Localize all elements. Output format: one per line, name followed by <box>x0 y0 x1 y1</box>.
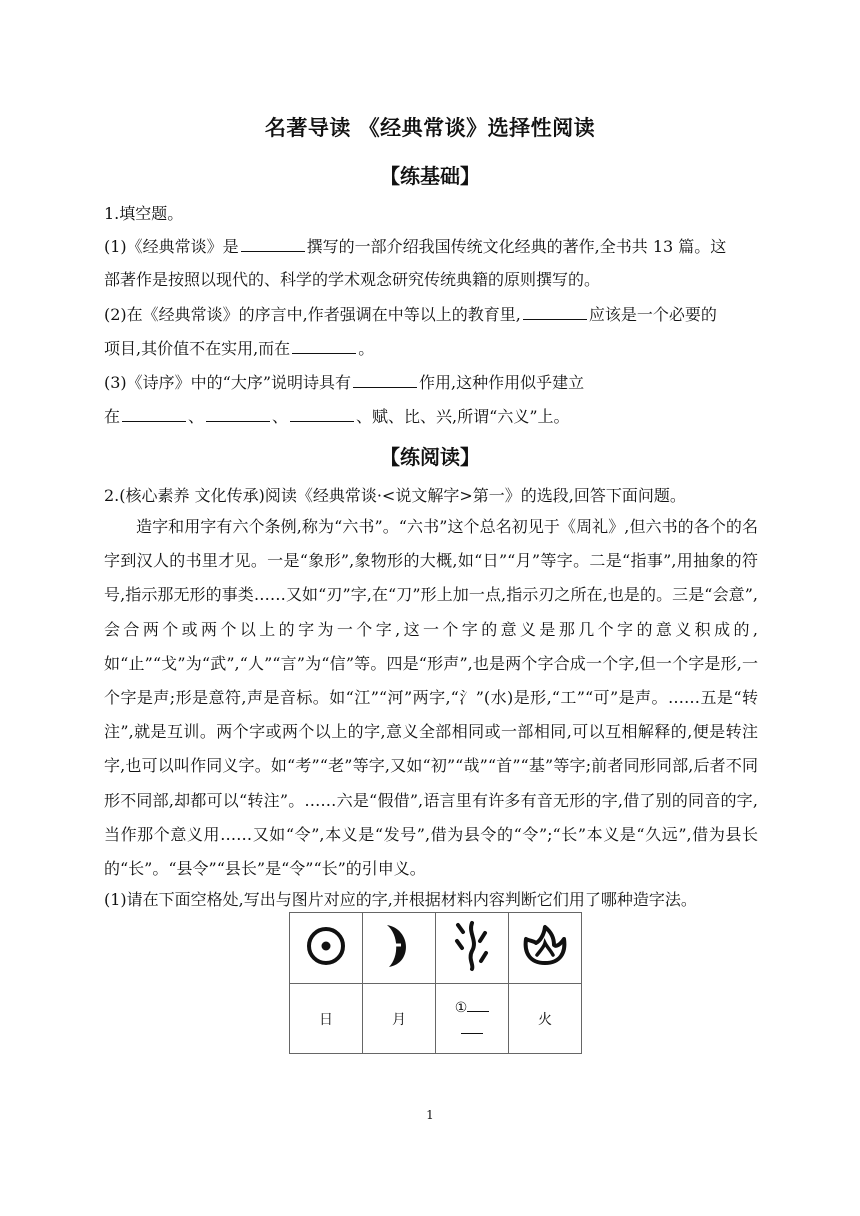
question-2-sub-1: (1)请在下面空格处,写出与图片对应的字,并根据材料内容判断它们用了哪种造字法。 <box>104 890 697 909</box>
glyph-cell <box>509 913 582 984</box>
section-heading-basics: 【练基础】 <box>380 164 480 188</box>
q1-p2-text-d: 。 <box>358 339 375 358</box>
glyph-label: 月 <box>363 984 436 1054</box>
q1-p1-text-a: (1)《经典常谈》是 <box>104 237 239 256</box>
question-1-part-2-line-2 <box>104 337 374 360</box>
page-number: 1 <box>426 1108 434 1122</box>
question-1-part-1-line-1 <box>104 235 726 258</box>
water-glyph-icon <box>450 919 494 973</box>
q1-p3-text-c: 在 <box>104 407 121 426</box>
q1-p3-text-d: 、赋、比、兴,所谓“六义”上。 <box>356 407 570 426</box>
glyph-cell <box>290 913 363 984</box>
glyph-cell <box>363 913 436 984</box>
glyph-label: 火 <box>509 984 582 1054</box>
answer-marker: ① <box>454 999 468 1016</box>
q1-p2-text-c: 项目,其价值不在实用,而在 <box>104 339 291 358</box>
question-1-part-3-line-1 <box>104 371 584 394</box>
q1-p2-text-b: 应该是一个必要的 <box>588 305 717 324</box>
moon-glyph-icon <box>377 921 421 971</box>
section-heading-reading: 【练阅读】 <box>380 445 480 469</box>
answer-blank[interactable] <box>292 337 356 354</box>
q1-p1-text-b: 撰写的一部介绍我国传统文化经典的著作,全书共 13 篇。这 <box>306 237 727 256</box>
answer-1[interactable] <box>455 997 490 1041</box>
q1-p3-text-a: (3)《诗序》中的“大序”说明诗具有 <box>104 373 352 392</box>
q1-p2-text-a: (2)在《经典常谈》的序言中,作者强调在中等以上的教育里, <box>104 305 521 324</box>
q1-p3-sep: 、 <box>188 407 205 426</box>
answer-blank[interactable] <box>353 371 417 388</box>
answer-blank[interactable] <box>290 405 354 422</box>
question-2-heading: 2.(核心素养 文化传承)阅读《经典常谈·<说文解字>第一》的选段,回答下面问题。 <box>104 486 686 505</box>
glyph-answer-cell[interactable] <box>436 984 509 1054</box>
reading-passage: 造字和用字有六个条例,称为“六书”。“六书”这个总名初见于《周礼》,但六书的各个的名字到汉人的书里才见。一是“象形”,象物形的大概,如“日”“月”等字。二是“指事”,用抽象的符号,指示那无形的事类……又如“刃”字,在“刀”形上加一点,指示刃之所在,也是的。三是“会意”,会合两个或两个以上的字为一个字,这一个字的意义是那几个字的意义积成的,如“止”“戈”为“武”,“人”“言”为“信”等。四是“形声”,也是两个字合成一个字,但一个字是形,一个字是声;形是意符,声是音标。如“江”“河”两字,“氵”(水)是形,“工”“可”是声。……五是“转注”,就是互训。两个字或两个以上的字,意义全部相同或一部相同,可以互相解释的,便是转注字,也可以叫作同义字。如“考”“老”等字,又如“初”“哉”“首”“基”等字;前者同形同部,后者不同形不同部,却都可以“转注”。……六是“假借”,语言里有许多有音无形的字,借了别的同音的字,当作那个意义用……又如“令”,本义是“发号”,借为县令的“令”;“长”本义是“久远”,借为县长的“长”。“县令”“县长”是“令”“长”的引申义。 <box>104 517 758 879</box>
question-1-heading: 1.填空题。 <box>104 204 184 223</box>
sun-glyph-icon <box>304 924 348 968</box>
answer-blank[interactable] <box>523 303 587 320</box>
question-1-part-1-line-2: 部著作是按照以现代的、科学的学术观念研究传统典籍的原则撰写的。 <box>104 270 601 289</box>
answer-blank[interactable] <box>206 405 270 422</box>
answer-blank[interactable] <box>122 405 186 422</box>
question-1-part-3-line-2 <box>104 405 570 428</box>
question-1-part-2-line-1 <box>104 303 717 326</box>
answer-blank[interactable] <box>467 999 489 1012</box>
answer-blank[interactable] <box>241 235 305 252</box>
glyph-table <box>289 912 582 1054</box>
answer-blank[interactable] <box>461 1021 483 1034</box>
q1-p3-sep: 、 <box>272 407 289 426</box>
fire-glyph-icon <box>520 923 570 969</box>
q1-p3-text-b: 作用,这种作用似乎建立 <box>419 373 585 392</box>
glyph-image-row <box>290 913 582 984</box>
glyph-cell <box>436 913 509 984</box>
page-title: 名著导读 《经典常谈》选择性阅读 <box>264 116 596 140</box>
glyph-name-row <box>290 984 582 1054</box>
glyph-label: 日 <box>290 984 363 1054</box>
